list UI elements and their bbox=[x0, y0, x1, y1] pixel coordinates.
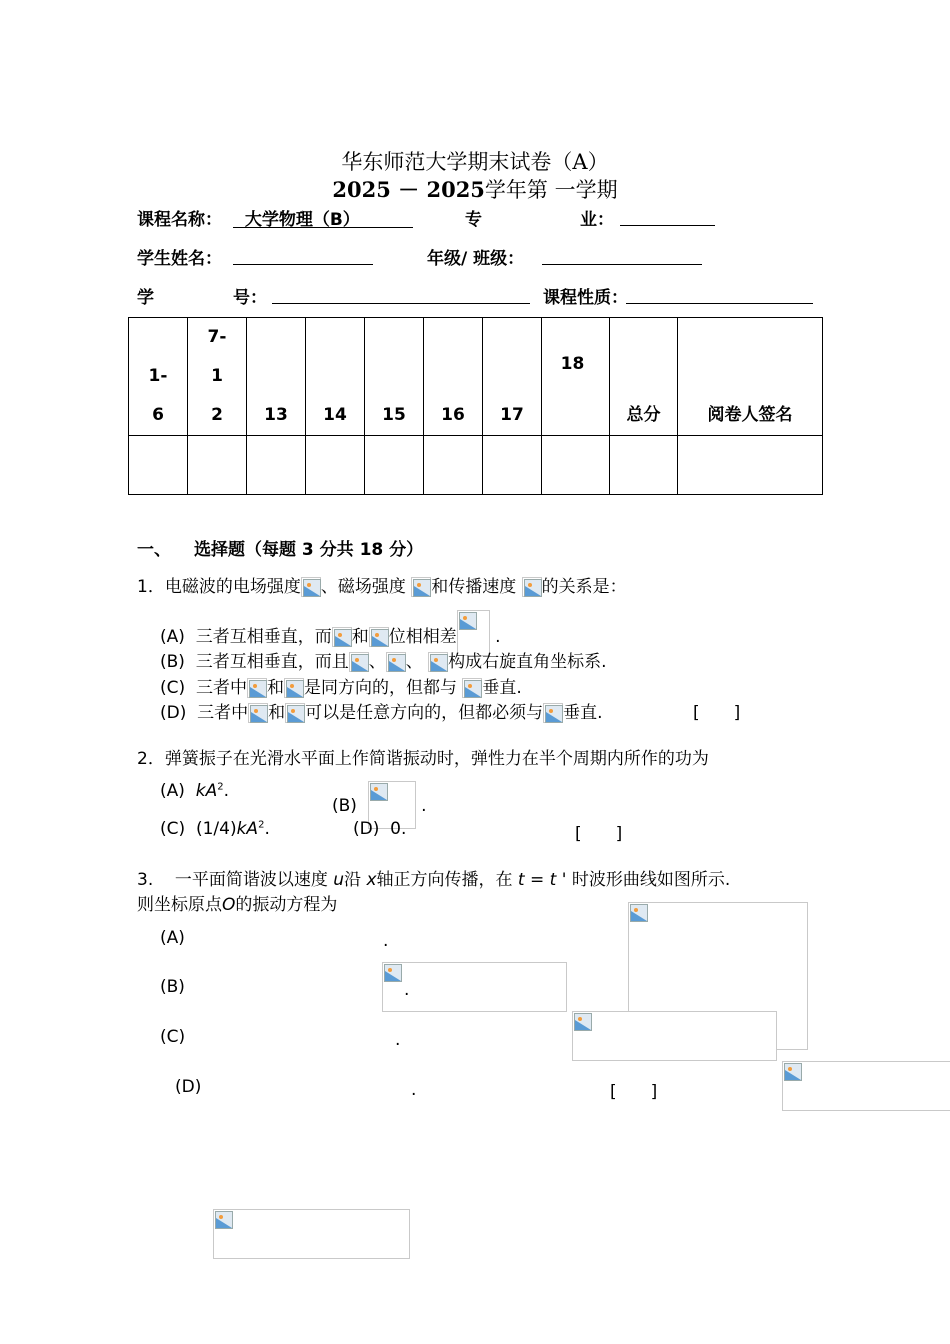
score-cell[interactable] bbox=[247, 436, 306, 495]
question-3-option-b-label[interactable]: (B) bbox=[160, 977, 185, 997]
term-year-start: 2025 bbox=[332, 177, 391, 202]
score-header-cell: 13 bbox=[247, 318, 306, 436]
answer-bracket[interactable]: [ ] bbox=[610, 1082, 658, 1102]
broken-image-icon bbox=[543, 703, 563, 723]
option-d-formula-image bbox=[213, 1209, 410, 1259]
broken-image-icon bbox=[247, 678, 267, 698]
broken-image-icon bbox=[386, 652, 406, 672]
score-header-cell: 18 bbox=[542, 318, 610, 436]
score-value-row bbox=[129, 436, 823, 495]
question-1-option-b[interactable]: (B) 三者互相垂直，而且 、 、 构成右旋直角坐标系. bbox=[160, 652, 607, 672]
question-1-option-d[interactable]: (D) 三者中 和 可以是任意方向的，但都必须与 垂直. bbox=[160, 703, 603, 723]
course-nature-field[interactable] bbox=[626, 281, 813, 304]
question-3-option-d-label[interactable]: (D) bbox=[175, 1077, 202, 1097]
grade-class-label: 年级/ 班级： bbox=[427, 249, 525, 269]
score-header-cell: 15 bbox=[365, 318, 424, 436]
broken-image-icon bbox=[522, 577, 542, 597]
broken-image-icon bbox=[411, 577, 431, 597]
score-cell[interactable] bbox=[188, 436, 247, 495]
broken-image-icon bbox=[428, 652, 448, 672]
option-d-end: . bbox=[411, 1080, 417, 1100]
score-header-cell: 14 bbox=[306, 318, 365, 436]
broken-image-icon bbox=[301, 577, 321, 597]
answer-bracket[interactable]: [ ] bbox=[693, 703, 741, 723]
score-header-cell: 阅卷人签名 bbox=[678, 318, 823, 436]
course-nature-label: 课程性质： bbox=[543, 288, 628, 308]
option-b-end: . bbox=[404, 980, 410, 1000]
exam-term bbox=[0, 174, 950, 204]
course-field bbox=[233, 205, 413, 229]
student-name-field[interactable] bbox=[233, 242, 373, 265]
score-cell[interactable] bbox=[483, 436, 542, 495]
score-table bbox=[128, 317, 823, 495]
question-1-option-a[interactable]: (A) 三者互相垂直，而 和 位相相差 . bbox=[160, 610, 501, 656]
term-year-end: 2025 bbox=[426, 177, 485, 202]
section-number: 一、 bbox=[137, 540, 171, 560]
score-header-cell: 16 bbox=[424, 318, 483, 436]
option-a-end: . bbox=[383, 931, 389, 951]
score-header-cell: 7- 1 2 bbox=[188, 318, 247, 436]
term-text: 学年第 一学期 bbox=[484, 178, 618, 202]
question-2-option-a[interactable]: (A) $kA^2$. bbox=[160, 781, 229, 801]
broken-image-icon bbox=[349, 652, 369, 672]
question-2-option-c[interactable]: (C) $(1/4)kA^2$. bbox=[160, 819, 270, 839]
question-1-option-c[interactable]: (C) 三者中 和 是同方向的，但都与 垂直. bbox=[160, 678, 522, 698]
score-cell[interactable] bbox=[365, 436, 424, 495]
option-c-end: . bbox=[395, 1030, 401, 1050]
score-cell[interactable] bbox=[306, 436, 365, 495]
student-id-label-a: 学 bbox=[137, 288, 154, 308]
question-3-stem-line2: 则坐标原点O的振动方程为 bbox=[137, 895, 338, 915]
broken-image-icon bbox=[285, 703, 305, 723]
student-id-label-b: 号： bbox=[233, 288, 267, 308]
question-3-option-a-label[interactable]: (A) bbox=[160, 928, 185, 948]
broken-image-icon bbox=[462, 678, 482, 698]
answer-bracket[interactable]: [ ] bbox=[575, 824, 623, 844]
option-b-formula-image bbox=[572, 1011, 777, 1061]
option-c-formula-image bbox=[782, 1061, 950, 1111]
question-3-stem-line1: 3. 一平面简谐波以速度 u沿 x轴正方向传播，在 t = t ' 时波形曲线如图所示. bbox=[137, 870, 731, 890]
score-cell[interactable] bbox=[542, 436, 610, 495]
course-label: 课程名称： bbox=[137, 210, 222, 230]
broken-image-icon bbox=[369, 627, 389, 647]
score-header-row bbox=[129, 318, 823, 436]
grade-class-field[interactable] bbox=[542, 242, 702, 265]
term-dash: － bbox=[398, 177, 420, 202]
score-header-cell: 17 bbox=[483, 318, 542, 436]
major-label-a: 专 bbox=[465, 210, 482, 230]
total-score-cell[interactable] bbox=[610, 436, 678, 495]
student-name-label: 学生姓名： bbox=[137, 249, 222, 269]
student-id-field[interactable] bbox=[272, 281, 530, 304]
broken-image-icon bbox=[332, 627, 352, 647]
major-field[interactable] bbox=[620, 203, 715, 226]
course-value: 大学物理（B） bbox=[233, 205, 413, 228]
major-label-b: 业： bbox=[580, 210, 614, 230]
score-header-cell: 1- 6 bbox=[129, 318, 188, 436]
grader-signature-cell[interactable] bbox=[678, 436, 823, 495]
broken-image-icon bbox=[248, 703, 268, 723]
question-2-option-d[interactable]: (D) 0. bbox=[353, 819, 407, 839]
broken-image-icon bbox=[284, 678, 304, 698]
score-cell[interactable] bbox=[129, 436, 188, 495]
exam-title: 华东师范大学期末试卷（A） bbox=[341, 150, 609, 174]
question-2-option-b[interactable]: (B) . bbox=[332, 781, 427, 829]
score-header-cell: 总分 bbox=[610, 318, 678, 436]
question-3-option-c-label[interactable]: (C) bbox=[160, 1027, 186, 1047]
score-cell[interactable] bbox=[424, 436, 483, 495]
option-a-formula-image bbox=[382, 962, 567, 1012]
question-1-stem: 1．电磁波的电场强度 、磁场强度 和传播速度 的关系是： bbox=[137, 577, 627, 597]
section-title: 选择题（每题 3 分共 18 分） bbox=[194, 540, 424, 560]
question-2-stem: 2．弹簧振子在光滑水平面上作简谐振动时，弹性力在半个周期内所作的功为 bbox=[137, 749, 709, 769]
